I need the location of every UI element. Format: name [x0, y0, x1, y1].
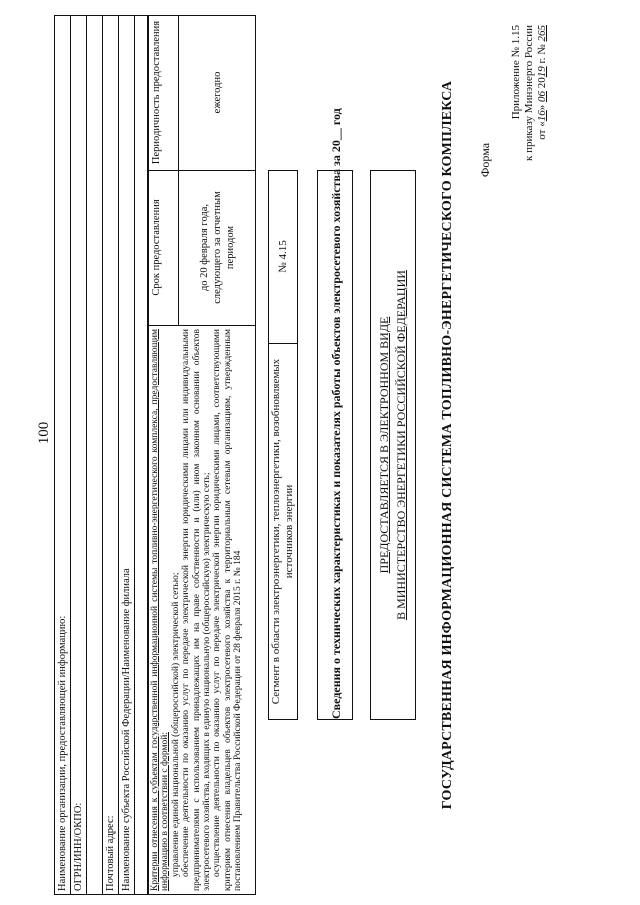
- order-date-prefix: от «: [536, 121, 548, 140]
- org-row-blank: [87, 16, 103, 894]
- appendix-line-3: [536, 25, 549, 245]
- term-header: Срок предоставления: [149, 170, 179, 325]
- order-date-day: 16: [536, 110, 548, 122]
- order-number-prefix: г. №: [536, 41, 548, 67]
- period-cell: [149, 15, 255, 171]
- criteria-cell: [149, 326, 255, 894]
- report-title-box: [317, 108, 353, 720]
- page-number: 100: [36, 421, 52, 445]
- criteria-item: обеспечение деятельности по оказанию услуг по передаче электрической энергии юридическими лицами или индивидуальными предпринимателями с использованием принадлежащих им на праве собственности и (или) ином законном основании объектов электросетевого хозяйства, входящих в единую национальную (общероссийскую) электрическую сеть;: [181, 329, 213, 891]
- order-date-month: 06: [536, 91, 548, 103]
- criteria-item: осуществление деятельности по оказанию услуг по передаче электрической энергии юридическими лицами, соответствующими критериям отнесения владельцев объектов электросетевого хозяйства к территориальным сетевым организациям, утвержденным постановлением Правительства Российской Федерации от 28 февраля 2015 г. № 184: [212, 329, 244, 891]
- org-row-subject: Наименование субъекта Российской Федерации/Наименование филиала: [119, 16, 135, 894]
- order-year-prefix: 20: [536, 77, 548, 92]
- main-title: ГОСУДАРСТВЕННАЯ ИНФОРМАЦИОННАЯ СИСТЕМА ТОПЛИВНО-ЭНЕРГЕТИЧЕСКОГО КОМПЛЕКСА: [440, 80, 455, 810]
- report-title: Сведения о технических характеристиках и показателях работы объектов электросетевого хозяйства за 20__ год: [329, 108, 343, 719]
- segment-row: [268, 170, 298, 720]
- org-row-address: Почтовый адрес:: [103, 16, 119, 894]
- order-year: 19: [536, 66, 548, 78]
- submission-box: [370, 170, 416, 720]
- form-number: № 4.15: [269, 170, 297, 344]
- organization-details: [54, 15, 148, 895]
- submission-line-1: ПРЕДОСТАВЛЯЕТСЯ В ЭЛЕКТРОННОМ ВИДЕ: [377, 316, 391, 574]
- criteria-header: Критерии отнесения к субъектам государственной информационной системы топливно-энергетического комплекса, предоставляющим информацию в соответствии с формой:: [150, 329, 171, 891]
- org-row-name: Наименование организации, предоставляющей информацию:: [55, 16, 71, 894]
- order-date-mid: »: [536, 102, 548, 111]
- term-cell: [149, 170, 255, 326]
- appendix-header: [510, 25, 549, 245]
- period-value: ежегодно: [211, 71, 223, 114]
- form-label: Форма: [478, 142, 492, 178]
- appendix-line-2: к приказу Минэнерго России: [523, 25, 535, 161]
- org-row-ogrn: ОГРН/ИНН/ОКПО:: [71, 16, 87, 894]
- appendix-line-1: Приложение № 1.15: [510, 25, 522, 120]
- org-row-empty: [135, 16, 150, 894]
- period-header: Периодичность предоставления: [149, 15, 179, 170]
- criteria-item: управление единой национальной (общероссийской) электрической сетью;: [170, 572, 181, 877]
- term-value: до 20 февраля года, следующего за отчетным периодом: [198, 191, 236, 304]
- segment-text: Сегмент в области электроэнергетики, теплоэнергетики, возобновляемых источников энергии: [270, 358, 295, 705]
- order-number: 265: [536, 25, 548, 42]
- criteria-table: [148, 15, 256, 895]
- submission-line-2: В МИНИСТЕРСТВО ЭНЕРГЕТИКИ РОССИЙСКОЙ ФЕДЕРАЦИИ: [394, 270, 408, 620]
